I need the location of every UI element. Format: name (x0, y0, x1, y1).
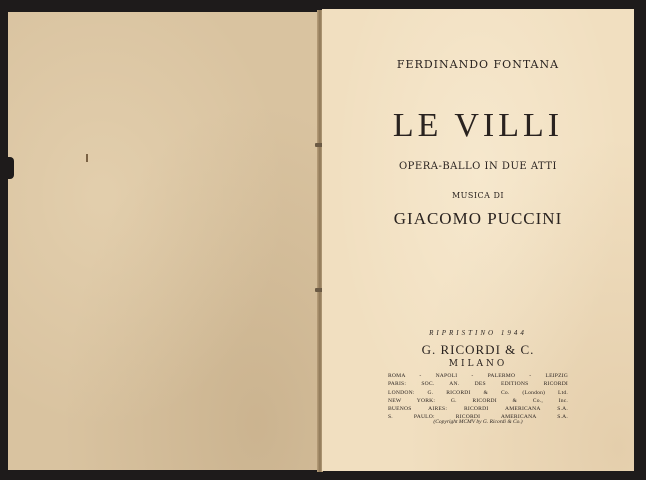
branch-line: PARIS: SOC. AN. DES EDITIONS RICORDI (388, 381, 568, 388)
branch-line: NEW YORK: G. RICORDI & Co., Inc. (388, 397, 568, 404)
reprint-note: RIPRISTINO 1944 (429, 329, 527, 337)
author-name: FERDINANDO FONTANA (396, 58, 560, 71)
copyright-note: (Copyright MCMV by G. Ricordi & Co.) (433, 419, 523, 425)
branch-line: ROMA - NAPOLI - PALERMO - LEIPZIG (388, 373, 568, 379)
music-by-label: MUSICA DI (451, 191, 505, 200)
composer-name: GIACOMO PUCCINI (393, 209, 563, 228)
title-page (322, 9, 634, 471)
paper-spot (86, 154, 88, 162)
branch-line: BUENOS AIRES: RICORDI AMERICANA S.A. (388, 406, 568, 413)
opera-subtitle: OPERA-BALLO IN DUE ATTI (398, 161, 558, 172)
publisher-branches (388, 372, 568, 422)
opera-title: LE VILLI (392, 107, 564, 144)
publisher-city: MILANO (448, 359, 508, 369)
publisher-name: G. RICORDI & C. (421, 342, 535, 357)
branch-line: S. PAULO: RICORDI AMERICANA S.A. (388, 414, 568, 421)
left-page-blank (8, 12, 319, 470)
branch-line: LONDON: G. RICORDI & Co. (London) Ltd. (388, 389, 568, 396)
page-edge-tear (8, 157, 14, 179)
